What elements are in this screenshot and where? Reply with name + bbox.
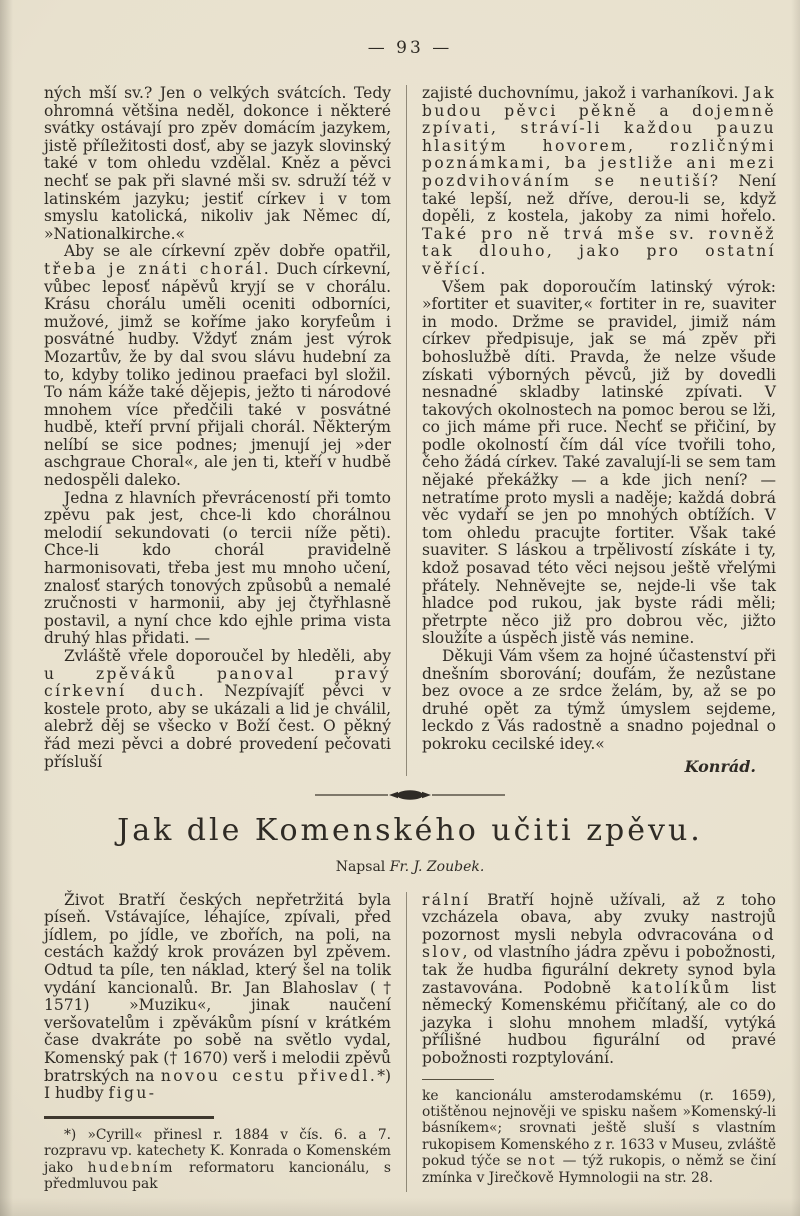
article1-left-column	[44, 85, 406, 776]
emphasized-text: u zpěváků panoval pravý církevní duch.	[44, 664, 391, 701]
paragraph	[44, 490, 391, 648]
emphasized-text: třeba je znáti chorál.	[44, 259, 272, 278]
text-run: Všem pak doporoučím latinský výrok: »fortiter et suaviter,« fortiter in re, suaviter in modo. Držme se pravidel, jimiž nám církev předpisuje, jak se má zpěv při bohoslužbě díti. Pravda, že nelze všude získati výborných pěvců, již by dovedli nesnadné skladby latinské zpívati. V takových okolnostech na pomoc berou se lži, co jich máme při ruce. Nechť se přičiní, by podle okolností čím dál více tvořili toho, čeho žádá církev. Také zavalují-li se sem tam nějaké překážky — a kde jich není? — netratíme proto mysli a naděje; každá dobrá věc vydaří se jen po mnohých obtížích. V tom ohledu pracujte fortiter. Však také suaviter. S láskou a trpělivostí získáte i ty, kdož posavad této věci nejsou ještě vřelými přátely. Nehněvejte se, nejde-li vše tak hladce pod rukou, jak byste rádi měli; přetrpte něco již pro dobrou věc, jižto sloužíte a úspěch jistě vás nemine.	[422, 277, 776, 648]
article1-right-paragraphs	[422, 85, 776, 754]
text-run: ke kancionálu amsterodamskému (r. 1659), otištěnou nejnověji ve spisku našem »Komenský-li básníkem«; srovnati ještě sluší s vlastním rukopisem Komenského z r. 1633 v Museu, zvláště pokud týče se	[422, 1087, 776, 1170]
article2-right-paragraphs	[422, 892, 776, 1068]
text-run: Není také lepší, než dříve, derou-li se, když dopěli, z kostela, jakoby za nimi hořelo.	[422, 171, 776, 226]
emphasized-text: rální	[422, 890, 471, 909]
footnote-right	[422, 1088, 776, 1186]
article2	[44, 892, 776, 1193]
paragraph	[422, 85, 776, 279]
paragraph	[44, 1127, 391, 1193]
text-run: Aby se ale církevní zpěv dobře opatřil,	[64, 242, 391, 261]
footnote-separator-left	[44, 1116, 214, 1119]
article1-right-column	[406, 85, 776, 776]
text-run: Nezpívajíť pěvci v kostele proto, aby se ukázali a lid je chválil, alebrž děj se všecko v Boží čest. O pěkný řád mezi pěvci a dobré provedení pečovati přísluší	[44, 682, 391, 771]
text-run: Život Bratří českých nepřetržitá byla píseň. Vstávajíce, léhajíce, zpívali, před jídlem, po jídle, ve zbořích, na poli, na cestách každý krok provázen byl zpěvem. Odtud ta píle, ten náklad, který šel na tolik vydání kancionalů. Br. Jan Blahoslav († 1571) »Muziku«, jinak naučení veršovatelům i zpěvákům písní v krátkém čase dvakráte po sobě na světlo vydal, Komenský pak († 1670) verš i melodii zpěvů bratrských na	[44, 890, 391, 1085]
footnote-left	[44, 1127, 391, 1193]
emphasized-text: hudebním	[87, 1159, 175, 1176]
article2-left-paragraphs	[44, 892, 391, 1103]
article2-right-column	[406, 892, 776, 1193]
emphasized-text: figu-	[108, 1084, 157, 1103]
author-signature: Konrád.	[684, 756, 756, 776]
text-run: , od vlastního jádra zpěvu i pobožnosti, tak že hudba figurální dekrety synod byla zastavována. Podobně	[422, 943, 776, 997]
section-divider	[44, 789, 776, 801]
text-run: reformatoru kancionálu, s předmluvou pak	[44, 1159, 392, 1192]
footnote-separator-right	[422, 1079, 494, 1080]
article1-continuation	[44, 85, 776, 776]
text-run: Duch církevní, vůbec leposť nápěvů kryjí se v chorálu. Krásu chorálu uměli oceniti odborníci, mužové, jimž se koříme jako koryfeům i posvátné hudby. Vždyť znám jest výrok Mozartův, že by dal svou slávu hudební za to, kdyby toliko jedinou praefaci byl složil. To nám káže také dějepis, ježto ti národové mnohem více předčili také v posvátné hudbě, kteří první přijali chorál. Některým nelíbí se sice podnes; jmenují jej »der aschgraue Choral«, ale jen ti, kteří v hudbě nedospěli daleko.	[44, 259, 391, 490]
text-run: Děkuji Vám všem za hojné účastenství při dnešním sborování; doufám, že nezůstane bez ovoce a ze srdce želám, by, až se po druhé opět za týmž úmyslem sejdeme, leckdo z Vás radostně a snadno pojednal o pokroku cecilské idey.«	[422, 647, 776, 753]
divider-ornament-icon	[315, 789, 505, 801]
text-run: Bratří hojně užívali, až z toho vzcházela obava, aby zvuky nastrojů pozornost mysli nebyla odvracována	[422, 890, 776, 944]
article2-title: Jak dle Komenského učiti zpěvu.	[117, 812, 703, 848]
emphasized-text: novou cestu přivedl.	[160, 1066, 378, 1085]
text-run: *) I hudby	[44, 1066, 391, 1103]
text-run: *) »Cyrill« přinesl r. 1884 v čís. 6. a 7. rozpravu vp. katechety K. Konrada o Komenském jako	[44, 1126, 391, 1176]
paragraph	[422, 892, 776, 1068]
paragraph	[422, 648, 776, 754]
emphasized-text: od slov	[422, 925, 776, 962]
byline-prefix: Napsal	[335, 858, 390, 875]
paragraph	[422, 1088, 776, 1186]
emphasized-text: Také pro ně trvá mše sv. rovněž tak dlouho, jako pro ostatní věřící.	[422, 224, 776, 278]
paragraph	[44, 892, 391, 1103]
text-run: Zvláště vřele doporoučel by hleděli, aby	[64, 647, 391, 665]
emphasized-text: katolíkům	[631, 978, 732, 997]
text-run: zajisté duchovnímu, jakož i varhaníkovi.	[422, 84, 744, 102]
paragraph	[44, 648, 391, 771]
paragraph	[44, 243, 391, 489]
text-run: list německý Komenskému přičítaný, ale co do jazyka i slohu mnohem mladší, vytýká přílišné hudbou figurální od pravé pobožnosti rozptylování.	[422, 978, 777, 1067]
byline-author: Fr. J. Zoubek.	[389, 858, 485, 875]
paragraph	[44, 85, 391, 243]
text-run: — týž rukopis, o němž se činí zmínka v Jirečkově Hymnologii na str. 28.	[422, 1153, 776, 1186]
paragraph	[422, 279, 776, 648]
emphasized-text: not	[527, 1153, 557, 1170]
article2-byline	[44, 859, 776, 875]
article2-left-column	[44, 892, 406, 1193]
emphasized-text: Jak budou pěvci pěkně a dojemně zpívati, stráví-li každou pauzu hlasitým hovorem, rozličnými poznámkami, ba jestliže ani mezi pozdvihováním se neutiší?	[422, 84, 776, 190]
text-run: ných mší sv.? Jen o velkých svátcích. Tedy ohromná většina neděl, dokonce i některé svátky ostávají pro zpěv domácím jazykem, jistě příležitosti dosť, aby se jazyk slovinský také v tom ohledu vzdělal. Kněz a pěvci nechť se pak při slavné mši sv. sdruží též v latinském jazyku; jestiť církev i v tom smyslu katolická, nikoliv jak Němec dí, »Nationalkirche.«	[44, 84, 391, 243]
text-run: Jedna z hlavních převráceností při tomto zpěvu pak jest, chce-li kdo chorálnou melodií sekundovati (o tercii níže pěti). Chce-li kdo chorál pravidelně harmonisovati, třeba jest mu mnoho učení, znalosť starých tonových způsobů a nemalé zručnosti v harmonii, aby jej čtyřhlasně postavil, a nyní chce kdo ejhle prima vista druhý hlas přidati. —	[44, 488, 391, 648]
page-number: — 93 —	[367, 38, 453, 58]
